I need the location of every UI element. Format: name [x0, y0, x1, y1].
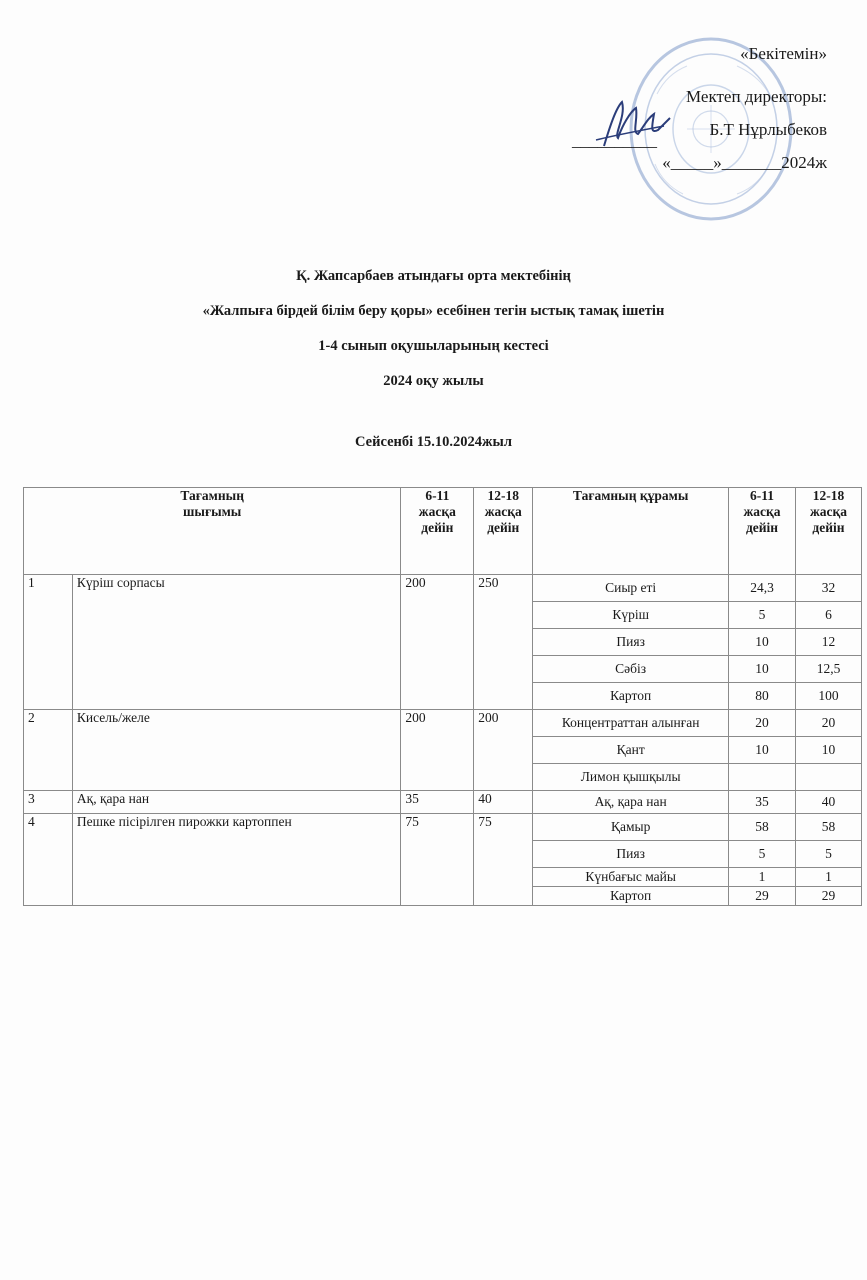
dish-output-6-11: 200 [401, 710, 474, 791]
dish-number: 4 [24, 814, 73, 906]
signature-line: __________ [572, 131, 657, 150]
dish-name: Кисель/желе [72, 710, 400, 791]
ingredient-amount-12-18: 29 [796, 887, 862, 906]
approval-block [527, 42, 827, 174]
table-row [24, 575, 862, 602]
dish-output-6-11: 35 [401, 791, 474, 814]
ingredient-name: Қамыр [533, 814, 729, 841]
ingredient-amount-12-18: 32 [796, 575, 862, 602]
ingredient-amount-12-18: 12 [796, 629, 862, 656]
ingredient-amount-6-11 [729, 764, 796, 791]
menu-table [23, 487, 862, 906]
students-line: 1-4 сынып оқушыларының кестесі [318, 338, 549, 354]
ingredient-amount-6-11: 58 [729, 814, 796, 841]
ingredient-amount-12-18: 58 [796, 814, 862, 841]
ingredient-amount-12-18: 40 [796, 791, 862, 814]
ingredient-name: Картоп [533, 683, 729, 710]
ingredient-amount-12-18 [796, 764, 862, 791]
ingredient-name: Ақ, қара нан [533, 791, 729, 814]
col-age-6-11: 6-11 жасқа дейін [401, 488, 474, 575]
ingredient-name: Сәбіз [533, 656, 729, 683]
col-comp-age-6-11: 6-11 жасқа дейін [729, 488, 796, 575]
school-name: Қ. Жапсарбаев атындағы орта мектебінің [296, 268, 571, 284]
ingredient-amount-12-18: 100 [796, 683, 862, 710]
dish-output-12-18: 200 [474, 710, 533, 791]
col-age-12-18: 12-18 жасқа дейін [474, 488, 533, 575]
ingredient-amount-6-11: 24,3 [729, 575, 796, 602]
ingredient-amount-12-18: 5 [796, 841, 862, 868]
ingredient-name: Күріш [533, 602, 729, 629]
fund-line: «Жалпыға бірдей білім беру қоры» есебінен тегін ыстық тамақ ішетін [202, 303, 665, 319]
col-food-output: Тағамның шығымы [24, 488, 401, 575]
approval-title: «Бекітемін» [740, 44, 827, 63]
ingredient-amount-12-18: 10 [796, 737, 862, 764]
ingredient-name: Лимон қышқылы [533, 764, 729, 791]
ingredient-amount-6-11: 35 [729, 791, 796, 814]
dish-number: 2 [24, 710, 73, 791]
ingredient-name: Сиыр еті [533, 575, 729, 602]
table-row [24, 710, 862, 737]
academic-year: 2024 оқу жылы [383, 373, 484, 389]
table-header-row [24, 488, 862, 575]
ingredient-amount-6-11: 10 [729, 629, 796, 656]
dish-output-12-18: 75 [474, 814, 533, 906]
dish-output-12-18: 250 [474, 575, 533, 710]
ingredient-amount-12-18: 20 [796, 710, 862, 737]
dish-number: 3 [24, 791, 73, 814]
ingredient-amount-12-18: 12,5 [796, 656, 862, 683]
table-row [24, 791, 862, 814]
ingredient-amount-6-11: 1 [729, 868, 796, 887]
ingredient-name: Пияз [533, 629, 729, 656]
table-row [24, 814, 862, 841]
ingredient-name: Картоп [533, 887, 729, 906]
col-comp-age-12-18: 12-18 жасқа дейін [796, 488, 862, 575]
dish-name: Ақ, қара нан [72, 791, 400, 814]
approval-position: Мектеп директоры: [686, 87, 827, 106]
ingredient-amount-6-11: 5 [729, 602, 796, 629]
col-composition: Тағамның құрамы [533, 488, 729, 575]
dish-output-6-11: 200 [401, 575, 474, 710]
ingredient-amount-6-11: 80 [729, 683, 796, 710]
dish-number: 1 [24, 575, 73, 710]
dish-output-6-11: 75 [401, 814, 474, 906]
ingredient-name: Күнбағыс майы [533, 868, 729, 887]
ingredient-amount-12-18: 1 [796, 868, 862, 887]
dish-output-12-18: 40 [474, 791, 533, 814]
ingredient-amount-6-11: 10 [729, 656, 796, 683]
ingredient-amount-6-11: 10 [729, 737, 796, 764]
ingredient-name: Концентраттан алынған [533, 710, 729, 737]
ingredient-amount-6-11: 29 [729, 887, 796, 906]
approval-date: «_____»_______2024ж [662, 153, 827, 172]
document-heading [0, 268, 867, 469]
ingredient-amount-12-18: 6 [796, 602, 862, 629]
ingredient-name: Пияз [533, 841, 729, 868]
ingredient-amount-6-11: 20 [729, 710, 796, 737]
dish-name: Пешке пісірілген пирожки картоппен [72, 814, 400, 906]
dish-name: Күріш сорпасы [72, 575, 400, 710]
ingredient-name: Қант [533, 737, 729, 764]
approval-director-name: Б.Т Нұрлыбеков [709, 120, 827, 139]
menu-day-date: Сейсенбі 15.10.2024жыл [355, 434, 512, 450]
ingredient-amount-6-11: 5 [729, 841, 796, 868]
